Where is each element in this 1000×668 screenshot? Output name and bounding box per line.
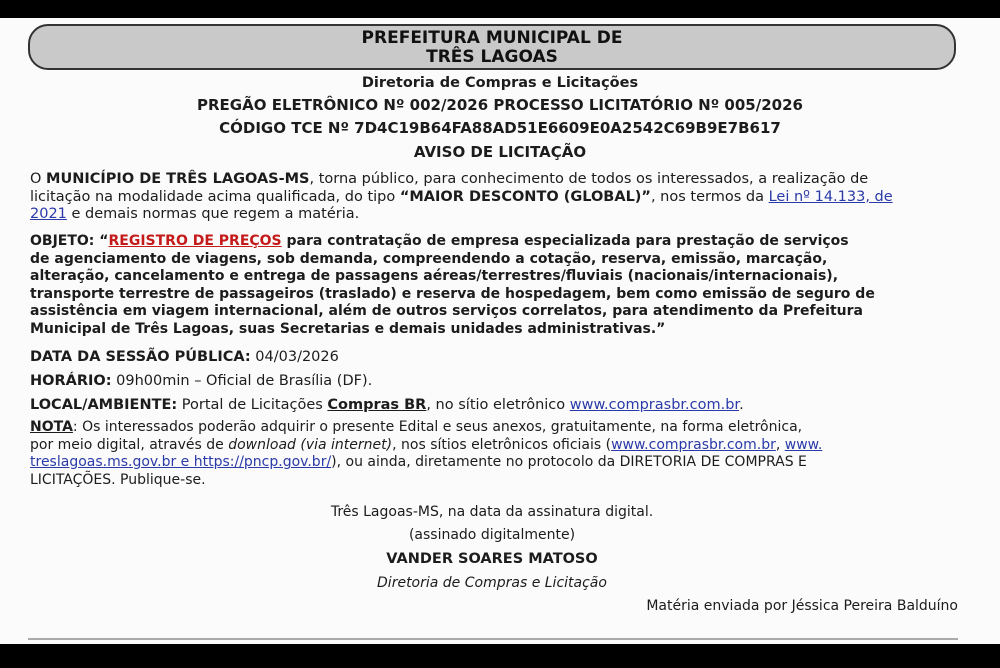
bottom-divider: [28, 638, 958, 640]
document-page: [0, 18, 1000, 644]
nota-link-comprasbr[interactable]: www.comprasbr.com.br: [611, 436, 776, 453]
nota-line2c: , nos sítios eletrônicos oficiais (: [392, 436, 612, 453]
signature-signed: (assinado digitalmente): [408, 527, 576, 543]
date-label: DATA DA SESSÃO PÚBLICA:: [30, 349, 251, 365]
signer-name: VANDER SOARES MATOSO: [386, 551, 598, 567]
objeto-line3: alteração, cancelamento e entrega de passagens aéreas/terrestres/fluviais (nacionais/internacionais),: [30, 268, 839, 284]
objeto-line4: transporte terrestre de passageiros (traslado) e reserva de hospedagem, bem como emissão de seguro de: [30, 285, 875, 302]
header-banner: [28, 24, 956, 70]
nota-link-treslagoas-pncp[interactable]: treslagoas.ms.gov.br e https://pncp.gov.br/: [30, 454, 332, 470]
directorate-title: Diretoria de Compras e Licitações: [361, 75, 639, 91]
nota-link-www[interactable]: www.: [784, 436, 823, 453]
objeto-line6: Municipal de Três Lagoas, suas Secretarias e demais unidades administrativas.”: [30, 320, 666, 337]
place-end: .: [739, 397, 744, 413]
notice-title: AVISO DE LICITAÇÃO: [413, 143, 587, 161]
nota-line1: : Os interessados poderão adquirir o presente Edital e seus anexos, gratuitamente, na forma eletrônica,: [72, 419, 803, 435]
intro-municipality: MUNICÍPIO DE TRÊS LAGOAS-MS: [46, 171, 310, 187]
objeto-line1: para contratação de empresa especializada para prestação de serviços: [281, 233, 849, 249]
process-title: PREGÃO ELETRÔNICO Nº 002/2026 PROCESSO LICITATÓRIO Nº 005/2026: [197, 96, 803, 114]
objeto-line2: de agenciamento de viagens, sob demanda, compreendendo a cotação, reserva, emissão, marcação,: [30, 250, 828, 267]
intro-text1: , torna público, para conhecimento de todos os interessados, a realização de: [309, 171, 869, 187]
objeto-line5: assistência em viagem internacional, além de outros serviços correlatos, para atendimento da Prefeitura: [30, 303, 863, 319]
objeto-label: OBJETO:: [30, 233, 95, 249]
session-place: [30, 396, 744, 414]
intro-prefix: O: [30, 171, 47, 187]
time-label: HORÁRIO:: [30, 373, 112, 389]
top-black-bar: [0, 0, 1000, 18]
comprasbr-link[interactable]: www.comprasbr.com.br: [569, 397, 740, 413]
date-value: 04/03/2026: [250, 349, 339, 365]
law-link-cont[interactable]: 2021: [30, 206, 67, 222]
place-text2: , no sítio eletrônico: [426, 397, 570, 413]
place-label: LOCAL/AMBIENTE:: [30, 397, 178, 413]
intro-type: “MAIOR DESCONTO (GLOBAL)”: [399, 188, 651, 205]
nota-line2a: por meio digital, através de: [30, 436, 229, 453]
session-date: [30, 348, 339, 366]
nota-line4: LICITAÇÕES. Publique-se.: [30, 471, 206, 488]
objeto-paragraph: [30, 233, 958, 338]
sent-by: Matéria enviada por Jéssica Pereira Balduíno: [646, 598, 958, 614]
signer-role: Diretoria de Compras e Licitação: [377, 575, 607, 591]
nota-label: NOTA: [30, 419, 73, 435]
place-text: Portal de Licitações: [177, 397, 328, 413]
bottom-black-bar: [0, 644, 1000, 668]
header-title-line1: PREFEITURA MUNICIPAL DE: [361, 28, 623, 48]
objeto-quote: “: [94, 233, 109, 249]
nota-line3: ), ou ainda, diretamente no protocolo da DIRETORIA DE COMPRAS E: [331, 454, 807, 470]
objeto-highlight: REGISTRO DE PREÇOS: [108, 233, 282, 249]
intro-text3: , nos termos da: [650, 188, 769, 205]
intro-paragraph: [30, 171, 958, 224]
portal-name: Compras BR: [327, 397, 427, 413]
header-title-line2: TRÊS LAGOAS: [426, 47, 558, 67]
nota-download: download (via internet): [228, 436, 393, 453]
nota-paragraph: [30, 419, 958, 489]
session-time: [30, 372, 372, 390]
tce-code: CÓDIGO TCE Nº 7D4C19B64FA88AD51E6609E0A2542C69B9E7B617: [219, 119, 781, 137]
law-link[interactable]: Lei nº 14.133, de: [768, 188, 893, 205]
intro-text2: licitação na modalidade acima qualificada, do tipo: [30, 188, 400, 205]
time-value: 09h00min – Oficial de Brasília (DF).: [111, 373, 373, 389]
intro-text4: e demais normas que regem a matéria.: [66, 206, 360, 222]
signature-place-date: Três Lagoas-MS, na data da assinatura digital.: [330, 504, 654, 520]
nota-comma: ,: [775, 436, 785, 453]
